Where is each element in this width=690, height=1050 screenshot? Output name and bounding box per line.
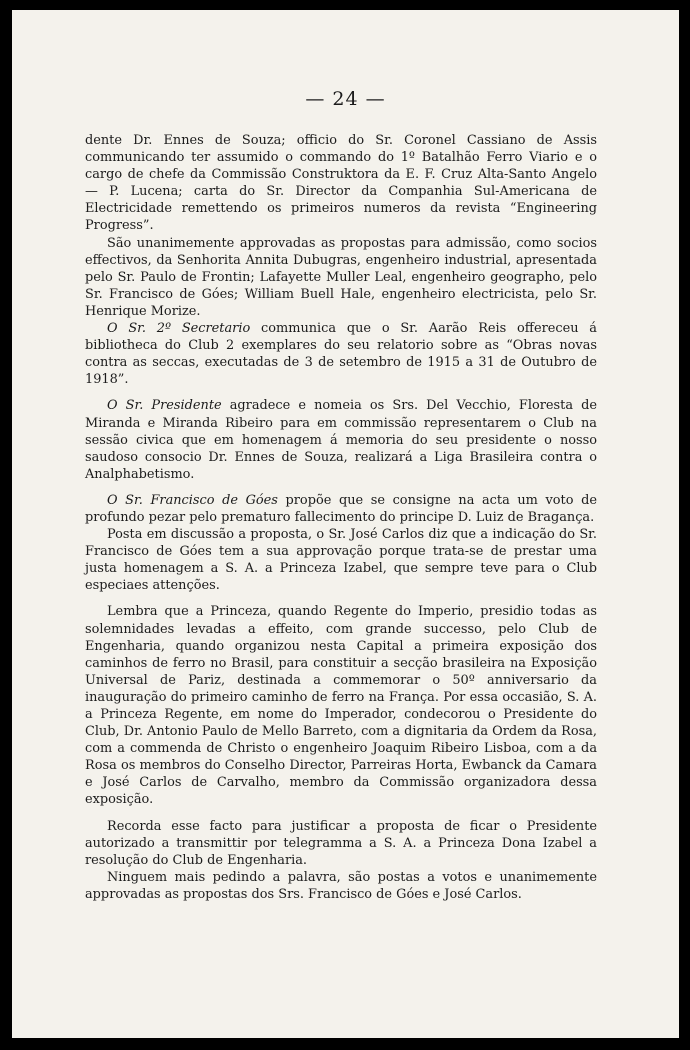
book-page xyxy=(12,10,679,1038)
paragraph-princeza-history xyxy=(85,603,597,808)
paragraph-vote xyxy=(85,869,597,903)
paragraph-text: agradece e nomeia os Srs. Del Vecchio, Floresta de Miranda e Miranda Ribeiro para em commissão representarem o Club na sessão civica que em homenagem á memoria do seu presidente o nosso saudoso consocio Dr. Ennes de Souza, realizará a Liga Brasileira contra o Analphabetismo. xyxy=(85,398,597,482)
paragraph-text: São unanimemente approvadas as propostas para admissão, como socios effectivos, da Senhorita Annita Dubugras, engenheiro industrial, apresentada pelo Sr. Paulo de Frontin; Lafayette Muller Leal, engenheiro geographo, pelo Sr. Francisco de Góes; William Buell Hale, engenheiro electricista, pelo Sr. Henrique Morize. xyxy=(85,235,597,319)
paragraph-francisco-de-goes xyxy=(85,492,597,526)
paragraph-text: dente Dr. Ennes de Souza; officio do Sr. Coronel Cassiano de Assis communicando ter assumido o commando do 1º Batalhão Ferro Viario e o cargo de chefe da Commissão Construktora da E. F. Cruz Alta-Santo Angelo — P. Lucena; carta do Sr. Director da Companhia Sul-Americana de Electricidade remettendo os primeiros numeros da revista “Engineering Progress”. xyxy=(85,133,597,234)
page-body xyxy=(85,132,597,903)
paragraph-discussion xyxy=(85,526,597,594)
paragraph-president xyxy=(85,397,597,482)
paragraph-text: Recorda esse facto para justificar a proposta de ficar o Presidente autorizado a transmittir por telegramma a S. A. a Princeza Dona Izabel a resolução do Club de Engenharia. xyxy=(85,818,597,868)
paragraph-correspondence xyxy=(85,132,597,235)
paragraph-admissions xyxy=(85,235,597,320)
paragraph-text: propõe que se consigne na acta um voto de profundo pezar pelo prematuro fallecimento do principe D. Luiz de Bragança. xyxy=(85,492,597,525)
paragraph-text: communica que o Sr. Aarão Reis offereceu á bibliotheca do Club 2 exemplares do seu relatorio sobre as “Obras novas contra as seccas, executadas de 3 de setembro de 1915 a 31 de Outubro de 1918”. xyxy=(85,321,597,388)
paragraph-lead: O Sr. Presidente xyxy=(107,398,222,414)
paragraph-second-secretary xyxy=(85,320,597,388)
paragraph-text: Lembra que a Princeza, quando Regente do Imperio, presidio todas as solemnidades levadas a effeito, com grande successo, pelo Club de Engenharia, quando organizou nesta Capital a primeira exposição dos caminhos de ferro no Brasil, para constituir a secção brasileira na Exposição Universal de Pariz, destinada a commemorar o 50º anniversario da inauguração do primeiro caminho de ferro na França. Por essa occasião, S. A. a Princeza Regente, em nome do Imperador, condecorou o Presidente do Club, Dr. Antonio Paulo de Mello Barreto, com a dignitaria da Ordem da Rosa, com a commenda de Christo o engenheiro Joaquim Ribeiro Lisboa, com a da Rosa os membros do Conselho Director, Parreiras Horta, Ewbanck da Camara e José Carlos de Carvalho, membro da Commissão organizadora dessa exposição. xyxy=(85,604,597,808)
paragraph-lead: O Sr. Francisco de Góes xyxy=(107,492,278,508)
paragraph-lead: O Sr. 2º Secretario xyxy=(107,321,251,337)
page-number: — 24 — xyxy=(305,88,386,110)
paragraph-telegram-proposal xyxy=(85,818,597,869)
paragraph-text: Posta em discussão a proposta, o Sr. José Carlos diz que a indicação do Sr. Francisco de Góes tem a sua approvação porque trata-se de prestar uma justa homenagem a S. A. a Princeza Izabel, que sempre teve para o Club especiaes attenções. xyxy=(85,527,597,594)
paragraph-text: Ninguem mais pedindo a palavra, são postas a votos e unanimemente approvadas as propostas dos Srs. Francisco de Góes e José Carlos. xyxy=(85,869,597,902)
